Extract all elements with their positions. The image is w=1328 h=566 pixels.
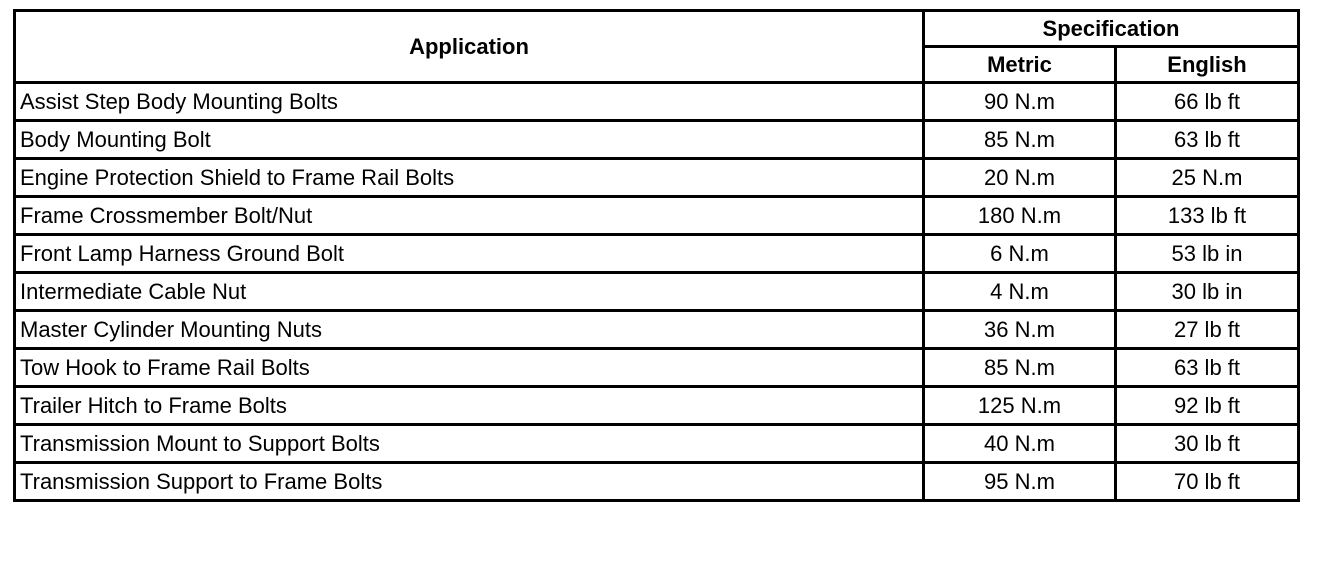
application-cell: Body Mounting Bolt — [15, 121, 924, 159]
metric-value-cell: 85 N.m — [924, 121, 1116, 159]
english-value-cell: 27 lb ft — [1116, 311, 1299, 349]
english-value-cell: 66 lb ft — [1116, 83, 1299, 121]
metric-value-cell: 85 N.m — [924, 349, 1116, 387]
table-body — [15, 83, 1299, 501]
metric-value-cell: 125 N.m — [924, 387, 1116, 425]
english-value-cell: 133 lb ft — [1116, 197, 1299, 235]
english-value-cell: 92 lb ft — [1116, 387, 1299, 425]
table-row — [15, 311, 1299, 349]
english-value-cell: 25 N.m — [1116, 159, 1299, 197]
application-column-header: Application — [15, 11, 924, 83]
specification-column-header: Specification — [924, 11, 1299, 47]
application-cell: Trailer Hitch to Frame Bolts — [15, 387, 924, 425]
metric-value-cell: 40 N.m — [924, 425, 1116, 463]
english-value-cell: 30 lb ft — [1116, 425, 1299, 463]
application-cell: Front Lamp Harness Ground Bolt — [15, 235, 924, 273]
table-row — [15, 197, 1299, 235]
english-value-cell: 53 lb in — [1116, 235, 1299, 273]
table-row — [15, 273, 1299, 311]
table-row — [15, 463, 1299, 501]
metric-value-cell: 20 N.m — [924, 159, 1116, 197]
table-row — [15, 349, 1299, 387]
table-row — [15, 235, 1299, 273]
table-row — [15, 83, 1299, 121]
metric-value-cell: 90 N.m — [924, 83, 1116, 121]
application-cell: Frame Crossmember Bolt/Nut — [15, 197, 924, 235]
english-value-cell: 63 lb ft — [1116, 121, 1299, 159]
application-cell: Intermediate Cable Nut — [15, 273, 924, 311]
english-value-cell: 30 lb in — [1116, 273, 1299, 311]
metric-value-cell: 95 N.m — [924, 463, 1116, 501]
table-row — [15, 121, 1299, 159]
metric-value-cell: 4 N.m — [924, 273, 1116, 311]
fastener-specification-table — [13, 9, 1300, 502]
application-cell: Tow Hook to Frame Rail Bolts — [15, 349, 924, 387]
metric-value-cell: 180 N.m — [924, 197, 1116, 235]
metric-value-cell: 6 N.m — [924, 235, 1116, 273]
metric-column-header: Metric — [924, 47, 1116, 83]
english-column-header: English — [1116, 47, 1299, 83]
application-cell: Transmission Support to Frame Bolts — [15, 463, 924, 501]
table-row — [15, 387, 1299, 425]
application-cell: Engine Protection Shield to Frame Rail Bolts — [15, 159, 924, 197]
english-value-cell: 70 lb ft — [1116, 463, 1299, 501]
metric-value-cell: 36 N.m — [924, 311, 1116, 349]
application-cell: Master Cylinder Mounting Nuts — [15, 311, 924, 349]
english-value-cell: 63 lb ft — [1116, 349, 1299, 387]
application-cell: Assist Step Body Mounting Bolts — [15, 83, 924, 121]
table-row — [15, 425, 1299, 463]
application-cell: Transmission Mount to Support Bolts — [15, 425, 924, 463]
table-row — [15, 159, 1299, 197]
